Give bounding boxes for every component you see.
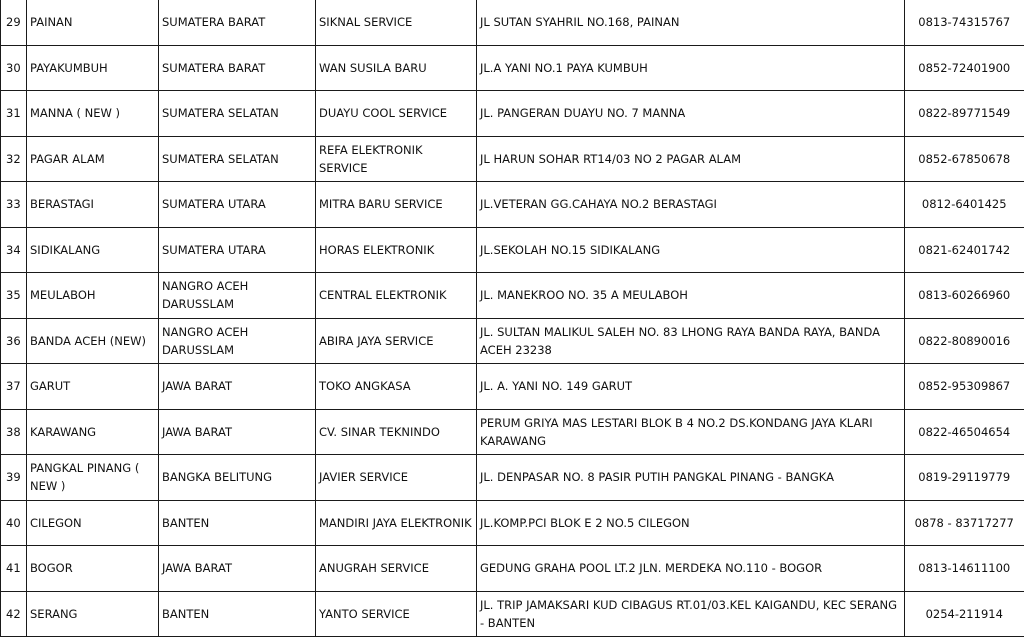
table-row: [1, 318, 1024, 364]
row-number-cell: 41: [1, 546, 27, 592]
phone-cell: 0821-62401742: [905, 227, 1024, 273]
city-cell: BANDA ACEH (NEW): [27, 318, 159, 364]
province-cell: SUMATERA SELATAN: [159, 136, 316, 182]
table-row: [1, 364, 1024, 410]
table-row: [1, 409, 1024, 455]
address-cell: JL. TRIP JAMAKSARI KUD CIBAGUS RT.01/03.KEL KAIGANDU, KEC SERANG - BANTEN: [477, 591, 905, 637]
province-cell: SUMATERA UTARA: [159, 182, 316, 228]
province-cell: SUMATERA SELATAN: [159, 91, 316, 137]
city-cell: KARAWANG: [27, 409, 159, 455]
city-cell: BERASTAGI: [27, 182, 159, 228]
address-cell: JL SUTAN SYAHRIL NO.168, PAINAN: [477, 0, 905, 45]
city-cell: MANNA ( NEW ): [27, 91, 159, 137]
city-cell: PAINAN: [27, 0, 159, 45]
row-number-cell: 33: [1, 182, 27, 228]
address-cell: JL. PANGERAN DUAYU NO. 7 MANNA: [477, 91, 905, 137]
service-name-cell: JAVIER SERVICE: [316, 455, 477, 501]
service-name-cell: MITRA BARU SERVICE: [316, 182, 477, 228]
phone-cell: 0812-6401425: [905, 182, 1024, 228]
province-cell: SUMATERA BARAT: [159, 0, 316, 45]
city-cell: GARUT: [27, 364, 159, 410]
service-name-cell: YANTO SERVICE: [316, 591, 477, 637]
service-name-cell: WAN SUSILA BARU: [316, 45, 477, 91]
province-cell: SUMATERA BARAT: [159, 45, 316, 91]
row-number-cell: 40: [1, 500, 27, 546]
address-cell: JL.SEKOLAH NO.15 SIDIKALANG: [477, 227, 905, 273]
service-name-cell: REFA ELEKTRONIK SERVICE: [316, 136, 477, 182]
province-cell: JAWA BARAT: [159, 409, 316, 455]
service-name-cell: DUAYU COOL SERVICE: [316, 91, 477, 137]
city-cell: MEULABOH: [27, 273, 159, 319]
service-name-cell: MANDIRI JAYA ELEKTRONIK: [316, 500, 477, 546]
service-name-cell: CV. SINAR TEKNINDO: [316, 409, 477, 455]
province-cell: NANGRO ACEH DARUSSLAM: [159, 273, 316, 319]
phone-cell: 0852-67850678: [905, 136, 1024, 182]
address-cell: JL. SULTAN MALIKUL SALEH NO. 83 LHONG RAYA BANDA RAYA, BANDA ACEH 23238: [477, 318, 905, 364]
province-cell: BANTEN: [159, 591, 316, 637]
phone-cell: 0852-72401900: [905, 45, 1024, 91]
phone-cell: 0852-95309867: [905, 364, 1024, 410]
row-number-cell: 30: [1, 45, 27, 91]
address-cell: JL. MANEKROO NO. 35 A MEULABOH: [477, 273, 905, 319]
phone-cell: 0813-74315767: [905, 0, 1024, 45]
row-number-cell: 32: [1, 136, 27, 182]
row-number-cell: 29: [1, 0, 27, 45]
table-row: [1, 273, 1024, 319]
phone-cell: 0822-89771549: [905, 91, 1024, 137]
city-cell: PAYAKUMBUH: [27, 45, 159, 91]
address-cell: JL. A. YANI NO. 149 GARUT: [477, 364, 905, 410]
address-cell: JL.A YANI NO.1 PAYA KUMBUH: [477, 45, 905, 91]
service-name-cell: ANUGRAH SERVICE: [316, 546, 477, 592]
address-cell: JL. DENPASAR NO. 8 PASIR PUTIH PANGKAL PINANG - BANGKA: [477, 455, 905, 501]
service-name-cell: TOKO ANGKASA: [316, 364, 477, 410]
address-cell: JL.VETERAN GG.CAHAYA NO.2 BERASTAGI: [477, 182, 905, 228]
row-number-cell: 34: [1, 227, 27, 273]
city-cell: CILEGON: [27, 500, 159, 546]
province-cell: SUMATERA UTARA: [159, 227, 316, 273]
address-cell: JL HARUN SOHAR RT14/03 NO 2 PAGAR ALAM: [477, 136, 905, 182]
table-row: [1, 0, 1024, 45]
province-cell: JAWA BARAT: [159, 364, 316, 410]
province-cell: BANGKA BELITUNG: [159, 455, 316, 501]
phone-cell: 0813-14611100: [905, 546, 1024, 592]
table-row: [1, 91, 1024, 137]
row-number-cell: 42: [1, 591, 27, 637]
city-cell: SERANG: [27, 591, 159, 637]
address-cell: PERUM GRIYA MAS LESTARI BLOK B 4 NO.2 DS.KONDANG JAYA KLARI KARAWANG: [477, 409, 905, 455]
phone-cell: 0813-60266960: [905, 273, 1024, 319]
row-number-cell: 36: [1, 318, 27, 364]
table-row: [1, 182, 1024, 228]
table-body: [1, 0, 1024, 637]
city-cell: BOGOR: [27, 546, 159, 592]
row-number-cell: 38: [1, 409, 27, 455]
phone-cell: 0878 - 83717277: [905, 500, 1024, 546]
province-cell: BANTEN: [159, 500, 316, 546]
table-row: [1, 546, 1024, 592]
phone-cell: 0822-46504654: [905, 409, 1024, 455]
phone-cell: 0819-29119779: [905, 455, 1024, 501]
row-number-cell: 39: [1, 455, 27, 501]
city-cell: SIDIKALANG: [27, 227, 159, 273]
city-cell: PANGKAL PINANG ( NEW ): [27, 455, 159, 501]
row-number-cell: 37: [1, 364, 27, 410]
province-cell: JAWA BARAT: [159, 546, 316, 592]
table-row: [1, 455, 1024, 501]
phone-cell: 0822-80890016: [905, 318, 1024, 364]
city-cell: PAGAR ALAM: [27, 136, 159, 182]
table-row: [1, 591, 1024, 637]
service-name-cell: HORAS ELEKTRONIK: [316, 227, 477, 273]
phone-cell: 0254-211914: [905, 591, 1024, 637]
province-cell: NANGRO ACEH DARUSSLAM: [159, 318, 316, 364]
service-name-cell: CENTRAL ELEKTRONIK: [316, 273, 477, 319]
row-number-cell: 35: [1, 273, 27, 319]
table-row: [1, 500, 1024, 546]
service-name-cell: ABIRA JAYA SERVICE: [316, 318, 477, 364]
service-name-cell: SIKNAL SERVICE: [316, 0, 477, 45]
table-row: [1, 136, 1024, 182]
table-row: [1, 227, 1024, 273]
table-row: [1, 45, 1024, 91]
row-number-cell: 31: [1, 91, 27, 137]
address-cell: GEDUNG GRAHA POOL LT.2 JLN. MERDEKA NO.110 - BOGOR: [477, 546, 905, 592]
address-cell: JL.KOMP.PCI BLOK E 2 NO.5 CILEGON: [477, 500, 905, 546]
